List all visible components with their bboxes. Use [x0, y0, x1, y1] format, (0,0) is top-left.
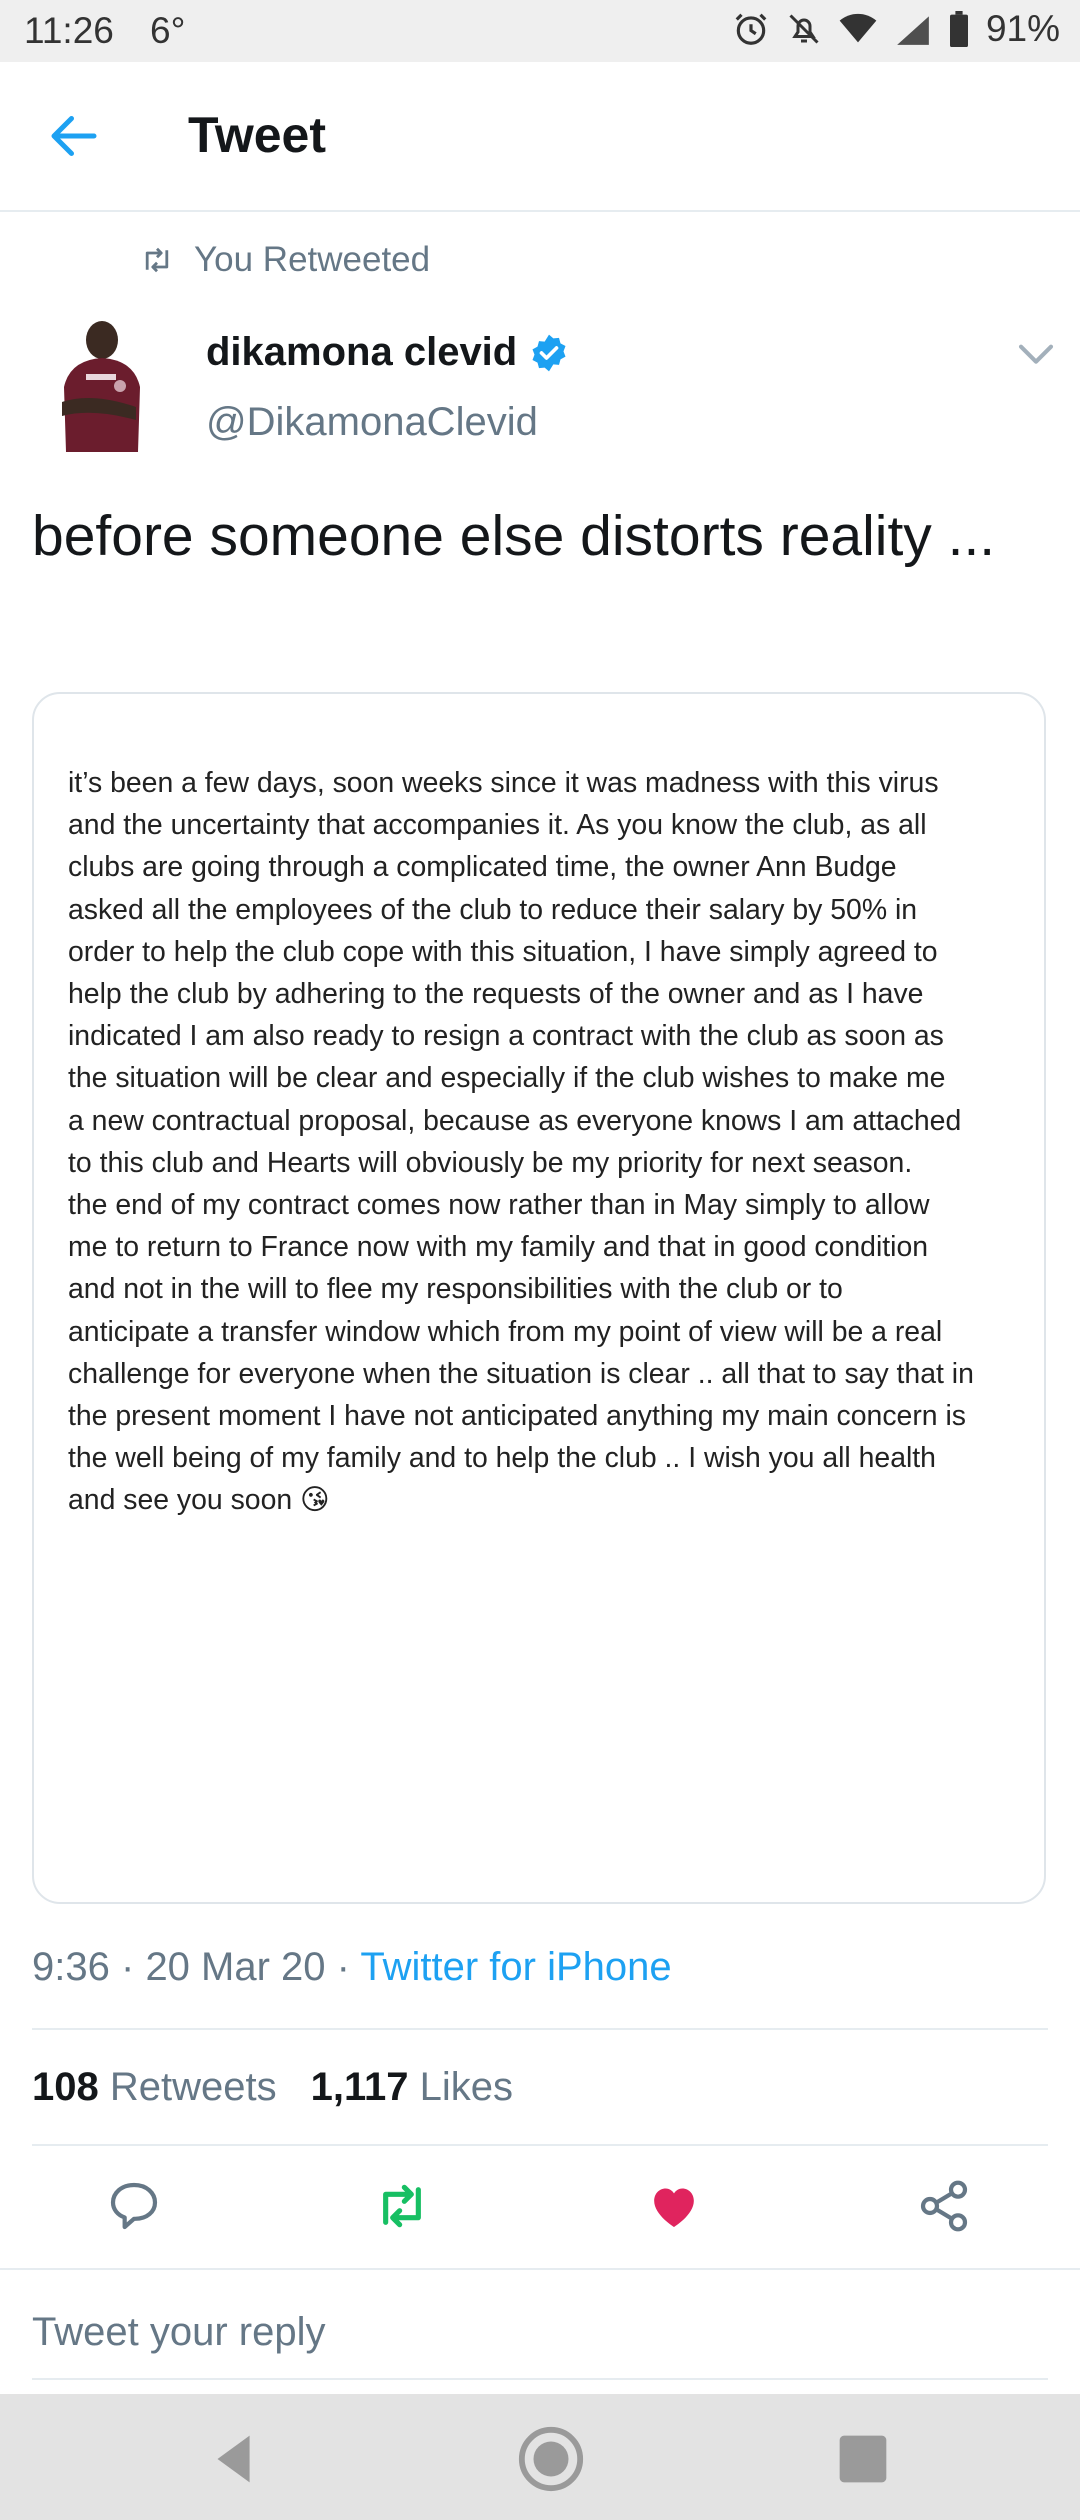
reply-icon[interactable]: [106, 2178, 162, 2234]
divider: [0, 2268, 1080, 2270]
verified-badge-icon: [529, 333, 569, 373]
divider: [32, 2144, 1048, 2146]
tweet-text: before someone else distorts reality ...: [32, 504, 996, 568]
retweets-count: 108: [32, 2065, 99, 2109]
retweet-icon[interactable]: [374, 2178, 430, 2234]
battery-percentage: 91%: [985, 8, 1060, 49]
likes-stat[interactable]: [311, 2065, 513, 2110]
tweet-date: 20 Mar 20: [145, 1945, 326, 1989]
status-time: 11:26: [24, 10, 114, 51]
reply-input[interactable]: Tweet your reply: [32, 2310, 326, 2354]
retweet-small-icon: [140, 246, 174, 274]
top-app-bar: [0, 62, 1080, 212]
author-name-text: dikamona clevid: [206, 330, 518, 374]
nav-home-icon[interactable]: [516, 2424, 586, 2494]
alarm-icon: [732, 10, 770, 48]
tweet-image-text: it’s been a few days, soon weeks since it was madness with this virus and the uncertainty that accompanies it. As you know the club, as all clubs are going through a complicated time, the owner Ann Budge asked all the employees of the club to reduce their salary by 50% in order to help the club cope with this situation, I have simply agreed to help the club by adhering to the requests of the owner and as I have indicated I am also ready to resign a contract with the club as soon as the situation will be clear and especially if the club wishes to make me a new contractual proposal, because as everyone knows I am attached to this club and Hearts will obviously be my priority for next season. the end of my contract comes now rather than in May simply to allow me to return to France now with my family and that in good condition and not in the will to flee my responsibilities with the club or to anticipate a transfer window which from my point of view will be a real challenge for everyone when the situation is clear .. all that to say that in the present moment I have not anticipated anything my main concern is the well being of my family and to help the club .. I wish you all health and see you soon 😘: [68, 767, 974, 1517]
meta-separator: ·: [120, 1945, 135, 1989]
author-handle[interactable]: @DikamonaClevid: [206, 400, 538, 444]
tweet-time: 9:36: [32, 1945, 110, 1989]
reply-underline: [32, 2378, 1048, 2380]
signal-icon: [894, 12, 932, 46]
meta-separator: ·: [336, 1945, 350, 1989]
retweets-label: Retweets: [109, 2065, 277, 2109]
author-name[interactable]: [206, 330, 569, 375]
tweet-stats: [32, 2065, 513, 2110]
back-arrow-icon[interactable]: [44, 106, 104, 166]
retweeted-label: You Retweeted: [194, 240, 431, 279]
divider: [32, 2028, 1048, 2030]
status-icons: [732, 8, 1060, 50]
status-temperature: 6°: [150, 10, 186, 51]
system-nav-bar: [0, 2394, 1080, 2520]
like-heart-icon[interactable]: [646, 2178, 702, 2234]
likes-count: 1,117: [310, 2065, 409, 2109]
tweet-meta: [32, 1945, 672, 1990]
retweets-stat[interactable]: [32, 2065, 277, 2110]
tweet-image[interactable]: [32, 692, 1046, 1904]
share-icon[interactable]: [916, 2178, 972, 2234]
tweet-source-link[interactable]: Twitter for iPhone: [360, 1945, 672, 1989]
likes-label: Likes: [419, 2065, 514, 2109]
wifi-icon: [838, 12, 878, 46]
chevron-down-icon[interactable]: [1016, 340, 1056, 370]
battery-icon: [948, 11, 970, 47]
page-title: Tweet: [188, 107, 326, 163]
retweeted-indicator: [140, 240, 430, 280]
nav-back-icon[interactable]: [200, 2424, 270, 2494]
status-bar: [0, 0, 1080, 62]
nav-recents-icon[interactable]: [828, 2424, 898, 2494]
notifications-off-icon: [786, 11, 822, 47]
avatar[interactable]: [32, 312, 162, 462]
